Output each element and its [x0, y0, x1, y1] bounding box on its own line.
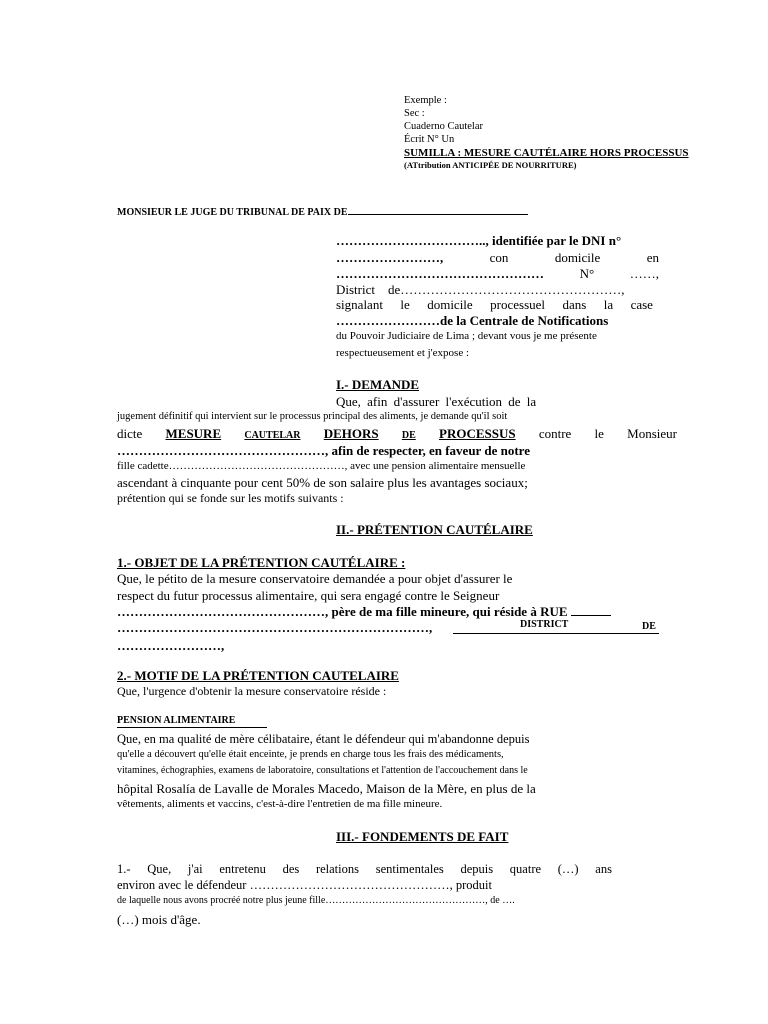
party-word: de……………………………………………,	[388, 282, 625, 297]
party-word: con	[489, 250, 509, 265]
party-word: District	[336, 282, 375, 297]
party-line-4	[336, 283, 625, 296]
party-line-6: ……………………de la Centrale de Notifications	[336, 313, 609, 328]
fond-word: entretenu	[219, 862, 266, 876]
party-line-2	[336, 251, 659, 264]
de-label: DE	[642, 621, 656, 632]
mesure-word: MESURE	[165, 426, 222, 441]
pension-label: PENSION ALIMENTAIRE	[117, 716, 267, 728]
demande-line-7: prétention qui se fonde sur les motifs suivants :	[117, 491, 344, 505]
demande-line-5: fille cadette…………………………………………, avec une pension alimentaire mensuelle	[117, 460, 526, 472]
section-fondements-title: III.- FONDEMENTS DE FAIT	[336, 829, 509, 844]
objet-title: 1.- OBJET DE LA PRÉTENTION CAUTÉLAIRE :	[117, 555, 406, 570]
party-dots: ……,	[629, 266, 659, 281]
fondements-line-2: environ avec le défendeur …………………………………………, produit	[117, 878, 492, 892]
party-line-5	[336, 298, 653, 311]
demande-word: le	[594, 426, 604, 441]
party-line-1: …………………………….., identifiée par le DNI n°	[336, 233, 622, 248]
header-line-exemple: Exemple :	[404, 95, 447, 106]
party-line-7: du Pouvoir Judiciaire de Lima ; devant vous je me présente	[336, 330, 597, 342]
party-dots: …………………………………………	[336, 266, 544, 281]
objet-line-1: Que, le pétito de la mesure conservatoire demandée a pour objet d'assurer le	[117, 571, 513, 586]
fond-word: j'ai	[187, 862, 203, 876]
objet-line-2: respect du futur processus alimentaire, qui sera engagé contre le Seigneur	[117, 588, 500, 603]
fond-word: 1.-	[117, 862, 131, 876]
party-word: dans	[562, 297, 587, 312]
addressee-blank	[348, 204, 528, 215]
party-word: en	[646, 250, 659, 265]
party-word: domicile	[554, 250, 601, 265]
pension-line-1: Que, en ma qualité de mère célibataire, étant le défendeur qui m'abandonne depuis	[117, 732, 530, 746]
party-word: domicile	[427, 297, 473, 312]
demande-line-3	[117, 427, 677, 441]
demande-line-2: jugement définitif qui intervient sur le processus principal des aliments, je demande qu'il soit	[117, 411, 508, 422]
fond-word: des	[282, 862, 300, 876]
section-demande-title: I.- DEMANDE	[336, 377, 420, 392]
party-word: la	[603, 297, 614, 312]
fond-word: ans	[595, 862, 612, 876]
demande-line-1: Que, afin d'assurer l'exécution de la	[336, 394, 537, 409]
dehors-word: DEHORS	[323, 426, 379, 441]
fondements-line-4: (…) mois d'âge.	[117, 912, 201, 927]
party-line-3	[336, 267, 659, 280]
header-line-cuaderno: Cuaderno Cautelar	[404, 121, 484, 132]
demande-line-6: ascendant à cinquante pour cent 50% de son salaire plus les avantages sociaux;	[117, 475, 528, 490]
objet-line-5: ……………………,	[117, 638, 225, 653]
fond-word: quatre	[509, 862, 542, 876]
cautelar-word: CAUTELAR	[244, 430, 301, 441]
party-word: signalant	[336, 297, 383, 312]
demande-word: Monsieur	[627, 426, 677, 441]
de-word: DE	[401, 430, 416, 441]
pension-line-4: hôpital Rosalía de Lavalle de Morales Macedo, Maison de la Mère, en plus de la	[117, 781, 536, 796]
addressee-text: MONSIEUR LE JUGE DU TRIBUNAL DE PAIX DE	[117, 207, 348, 218]
header-line-ecrit: Écrit N° Un	[404, 134, 455, 145]
demande-word: dicte	[117, 426, 143, 441]
pension-line-3: vitamines, échographies, examens de laboratoire, consultations et l'attention de l'accouchement dans le	[117, 765, 528, 776]
pension-line-5: vêtements, aliments et vaccins, c'est-à-dire l'entretien de ma fille mineure.	[117, 798, 443, 810]
party-word: case	[630, 297, 653, 312]
header-line-sec: Sec :	[404, 108, 425, 119]
demande-line-4: …………………………………………, afin de respecter, en faveur de notre	[117, 443, 530, 458]
motif-title: 2.- MOTIF DE LA PRÉTENTION CAUTELAIRE	[117, 668, 399, 683]
party-line-8: respectueusement et j'expose :	[336, 347, 470, 359]
motif-line-1: Que, l'urgence d'obtenir la mesure conservatoire réside :	[117, 684, 387, 698]
sumilla-attribution: (ATtribution ANTICIPÉE DE NOURRITURE)	[404, 160, 577, 170]
district-label: DISTRICT	[520, 619, 569, 630]
fondements-line-1	[117, 863, 612, 876]
pension-line-2: qu'elle a découvert qu'elle était enceinte, je prends en charge tous les frais des médicaments,	[117, 749, 504, 760]
fond-word: Que,	[147, 862, 172, 876]
fond-word: (…)	[557, 862, 579, 876]
objet-line-3-text: …………………………………………, père de ma fille mineure, qui réside à RUE	[117, 604, 568, 619]
fondements-line-3: de laquelle nous avons procréé notre plus jeune fille…………………………………………, de ….	[117, 895, 515, 906]
demande-word: contre	[538, 426, 572, 441]
addressee	[117, 204, 528, 218]
party-word: processuel	[490, 297, 546, 312]
party-word: N°	[579, 266, 595, 281]
objet-line-4: ………………………………………………………………,	[117, 620, 433, 635]
rue-blank	[571, 605, 611, 616]
party-dots: ……………………,	[336, 250, 444, 265]
party-word: le	[400, 297, 410, 312]
processus-word: PROCESSUS	[439, 426, 516, 441]
section-pretention-title: II.- PRÉTENTION CAUTÉLAIRE	[336, 522, 533, 537]
fond-word: relations	[315, 862, 359, 876]
fond-word: sentimentales	[375, 862, 444, 876]
fond-word: depuis	[460, 862, 494, 876]
objet-line-3	[117, 605, 611, 618]
sumilla-title: SUMILLA : MESURE CAUTÉLAIRE HORS PROCESSUS	[404, 147, 689, 159]
